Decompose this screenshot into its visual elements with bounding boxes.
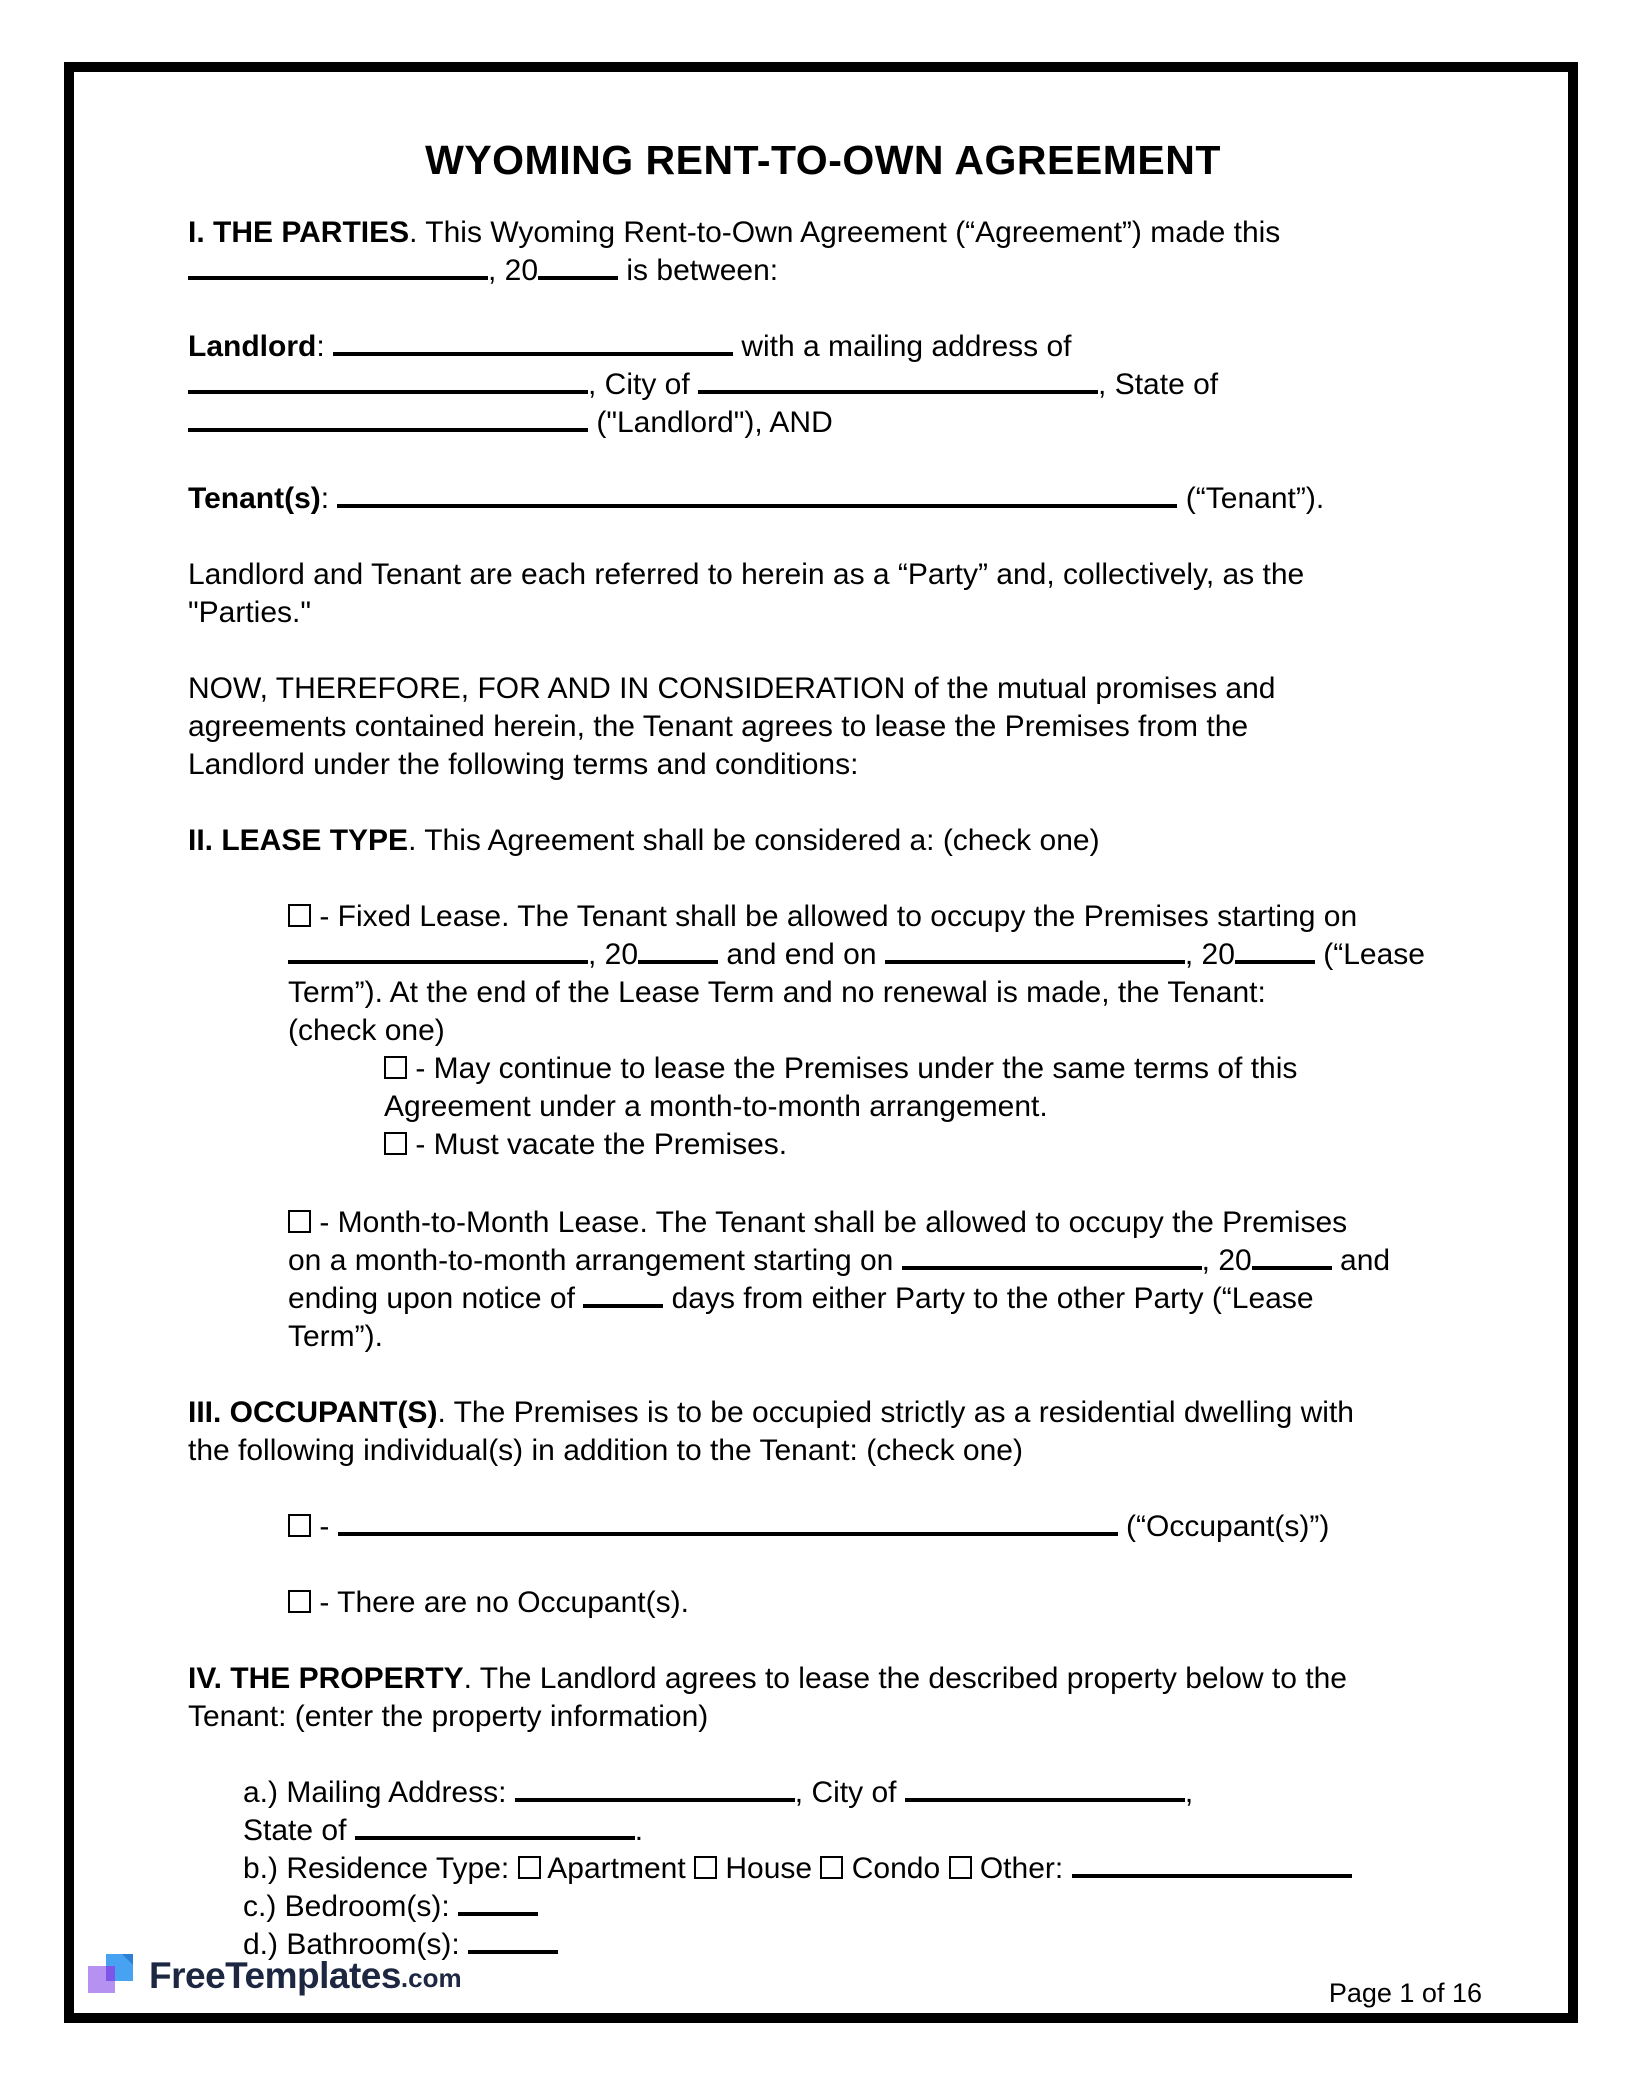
text-run: , 20 (488, 254, 539, 287)
text-run: (“Tenant”). (1177, 482, 1325, 515)
text-run: the following individual(s) in addition to the Tenant: (check one) (188, 1434, 1023, 1467)
blank-field[interactable] (1072, 1874, 1352, 1878)
text-run: Term”). (288, 1320, 383, 1353)
text-run: , 20 (1201, 1244, 1252, 1277)
text-run: . The Premises is to be occupied strictly as a residential dwelling with (437, 1396, 1354, 1429)
paragraph (188, 214, 1458, 290)
text-run: ("Landlord"), AND (588, 406, 833, 439)
blank-field[interactable] (188, 390, 588, 394)
text-line (188, 594, 1458, 632)
text-run: , City of (588, 368, 699, 401)
text-run: Tenant: (enter the property information) (188, 1700, 709, 1733)
text-run: . This Wyoming Rent-to-Own Agreement (“Agreement”) made this (409, 216, 1281, 249)
text-run: "Parties." (188, 596, 312, 629)
text-line (288, 898, 1458, 936)
blank-field[interactable] (698, 390, 1098, 394)
text-line (188, 746, 1458, 784)
text-run: (“Lease (1314, 938, 1425, 971)
text-run: (“Occupant(s)”) (1117, 1510, 1330, 1543)
page-number: Page 1 of 16 (1328, 1978, 1482, 2008)
blank-field[interactable] (885, 960, 1185, 964)
text-line (188, 328, 1458, 366)
checkbox-icon[interactable] (288, 1514, 311, 1537)
text-run: Apartment (540, 1852, 695, 1885)
text-run: , 20 (1184, 938, 1235, 971)
text-run: agreements contained herein, the Tenant agrees to lease the Premises from the (188, 710, 1249, 743)
text-line (188, 708, 1458, 746)
text-run: , (1184, 1776, 1194, 1809)
freetemplates-logo-tld: .com (400, 1963, 462, 1993)
text-run: a.) Mailing Address: (243, 1776, 515, 1809)
blank-field[interactable] (458, 1912, 538, 1916)
text-run: Agreement under a month-to-month arrangement. (384, 1090, 1048, 1123)
bold-text: IV. THE PROPERTY (188, 1662, 464, 1695)
text-line (188, 556, 1458, 594)
text-run: is between: (618, 254, 779, 287)
checkbox-icon[interactable] (288, 904, 311, 927)
blank-field[interactable] (333, 352, 733, 356)
text-run: Landlord under the following terms and conditions: (188, 748, 859, 781)
text-line (188, 1394, 1458, 1432)
text-run: - Must vacate the Premises. (407, 1128, 788, 1161)
text-run: House (717, 1852, 821, 1885)
text-run: . (634, 1814, 644, 1847)
blank-field[interactable] (538, 276, 618, 280)
bold-text: Landlord (188, 330, 317, 363)
blank-field[interactable] (338, 1532, 1118, 1536)
text-run: and (1331, 1244, 1391, 1277)
checkbox-icon[interactable] (820, 1856, 843, 1879)
text-run: , City of (794, 1776, 905, 1809)
text-run: - Month-to-Month Lease. The Tenant shall be allowed to occupy the Premises (311, 1206, 1348, 1239)
text-line (288, 974, 1458, 1012)
text-run: - There are no Occupant(s). (311, 1586, 689, 1619)
paragraph (188, 328, 1458, 442)
text-line (288, 1012, 1458, 1050)
paragraph (188, 480, 1458, 518)
text-line (288, 1584, 1458, 1622)
text-line (188, 670, 1458, 708)
freetemplates-logo-text: FreeTemplates (149, 1955, 401, 1996)
logo-fold-corner (122, 1954, 133, 1965)
text-line (188, 480, 1458, 518)
text-run: NOW, THEREFORE, FOR AND IN CONSIDERATION of the mutual promises and (188, 672, 1276, 705)
text-run: - Fixed Lease. The Tenant shall be allowed to occupy the Premises starting on (311, 900, 1358, 933)
blank-field[interactable] (638, 960, 718, 964)
blank-field[interactable] (905, 1798, 1185, 1802)
text-line (188, 1698, 1458, 1736)
text-line (243, 1850, 1458, 1888)
paragraph (243, 1774, 1458, 1964)
text-line (188, 366, 1458, 404)
checkbox-icon[interactable] (288, 1590, 311, 1613)
blank-field[interactable] (1252, 1266, 1332, 1270)
freetemplates-logo-icon (88, 1954, 136, 1995)
text-run: , 20 (588, 938, 639, 971)
text-line (243, 1812, 1458, 1850)
text-run: on a month-to-month arrangement starting on (288, 1244, 902, 1277)
blank-field[interactable] (288, 960, 588, 964)
text-run: d.) Bathroom(s): (243, 1928, 469, 1961)
text-run: . This Agreement shall be considered a: (check one) (408, 824, 1100, 857)
text-line (243, 1774, 1458, 1812)
text-run: days from either Party to the other Party (“Lease (663, 1282, 1314, 1315)
checkbox-icon[interactable] (288, 1210, 311, 1233)
paragraph (288, 1508, 1458, 1546)
blank-field[interactable] (355, 1836, 635, 1840)
text-line (188, 404, 1458, 442)
text-line (188, 1432, 1458, 1470)
text-line (288, 1204, 1458, 1242)
text-line (288, 1280, 1458, 1318)
text-line (384, 1126, 1458, 1164)
blank-field[interactable] (902, 1266, 1202, 1270)
text-run: Term”). At the end of the Lease Term and no renewal is made, the Tenant: (288, 976, 1266, 1009)
text-run: (check one) (288, 1014, 445, 1047)
text-run: and end on (718, 938, 885, 971)
text-line (188, 1660, 1458, 1698)
text-run: : (320, 482, 338, 515)
checkbox-icon[interactable] (949, 1856, 972, 1879)
text-line (288, 1242, 1458, 1280)
text-line (188, 822, 1458, 860)
blank-field[interactable] (468, 1950, 558, 1954)
document-title: WYOMING RENT-TO-OWN AGREEMENT (425, 137, 1221, 183)
paragraph (188, 822, 1458, 860)
document-body (188, 0, 1458, 1964)
text-run: Other: (971, 1852, 1072, 1885)
logo-overlap-square (106, 1966, 115, 1981)
paragraph (288, 1204, 1458, 1356)
text-run: c.) Bedroom(s): (243, 1890, 459, 1923)
blank-field[interactable] (583, 1304, 663, 1308)
blank-field[interactable] (188, 276, 488, 280)
paragraph (188, 556, 1458, 632)
text-run: b.) Residence Type: (243, 1852, 518, 1885)
checkbox-icon[interactable] (384, 1056, 407, 1079)
text-run: : (316, 330, 333, 363)
bold-text: III. OCCUPANT(S) (188, 1396, 438, 1429)
text-line (188, 252, 1458, 290)
checkbox-icon[interactable] (694, 1856, 717, 1879)
text-run: . The Landlord agrees to lease the described property below to the (463, 1662, 1347, 1695)
paragraph (288, 898, 1458, 1050)
text-line (288, 1318, 1458, 1356)
checkbox-icon[interactable] (384, 1132, 407, 1155)
text-run: ending upon notice of (288, 1282, 584, 1315)
paragraph (384, 1050, 1458, 1164)
text-run: State of (243, 1814, 355, 1847)
text-run: - (311, 1510, 338, 1543)
text-run: , State of (1098, 368, 1219, 401)
text-line (288, 936, 1458, 974)
text-run: - May continue to lease the Premises under the same terms of this (407, 1052, 1298, 1085)
bold-text: II. LEASE TYPE (188, 824, 409, 857)
blank-field[interactable] (337, 504, 1177, 508)
blank-field[interactable] (188, 428, 588, 432)
text-line (243, 1888, 1458, 1926)
blank-field[interactable] (515, 1798, 795, 1802)
text-run: Condo (843, 1852, 949, 1885)
blank-field[interactable] (1235, 960, 1315, 964)
text-line (188, 214, 1458, 252)
paragraph (188, 1394, 1458, 1470)
text-run: Landlord and Tenant are each referred to herein as a “Party” and, collectively, as the (188, 558, 1305, 591)
text-line (288, 1508, 1458, 1546)
text-line (384, 1088, 1458, 1126)
text-line (384, 1050, 1458, 1088)
bold-text: I. THE PARTIES (188, 216, 410, 249)
paragraph (188, 1660, 1458, 1736)
paragraph (288, 1584, 1458, 1622)
freetemplates-logo (88, 1954, 462, 1995)
text-run: with a mailing address of (733, 330, 1072, 363)
paragraph (188, 670, 1458, 784)
bold-text: Tenant(s) (188, 482, 321, 515)
checkbox-icon[interactable] (518, 1856, 541, 1879)
